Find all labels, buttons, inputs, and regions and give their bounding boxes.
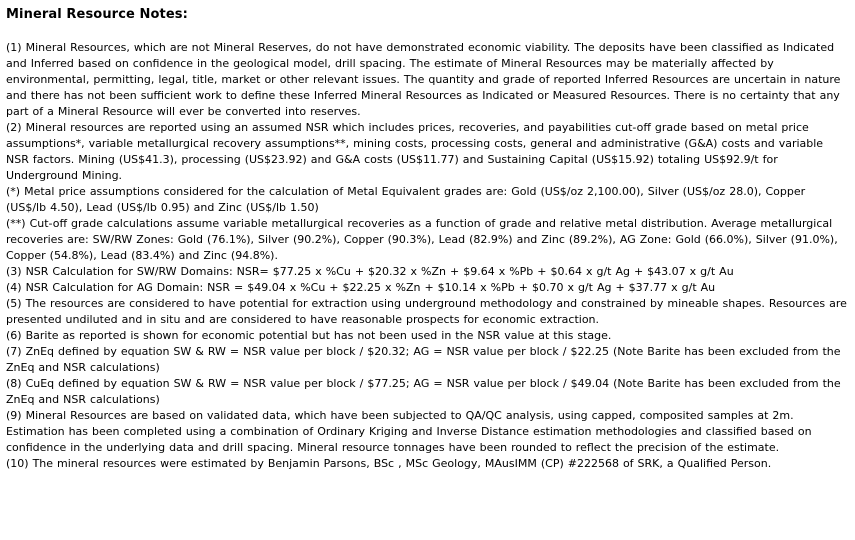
note-1: (1) Mineral Resources, which are not Mineral Reserves, do not have demonstrated economic viability. The deposits have been classified as Indicated and Inferred based on confidence in the geological model, drill spacing. The estimate of Mineral Resources may be materially affected by environmental, permitting, legal, title, market or other relevant issues. The quantity and grade of reported Inferred Resources are uncertain in nature and there has not been sufficient work to define these Inferred Mineral Resources as Indicated or Measured Resources. There is no certainty that any part of a Mineral Resource will ever be converted into reserves. — [6, 41, 841, 118]
note-8: (8) CuEq defined by equation SW & RW = NSR value per block / $77.25; AG = NSR value per block / $49.04 (Note Barite has been excluded from the ZnEq and NSR calculations) — [6, 377, 841, 406]
note-5: (5) The resources are considered to have potential for extraction using underground methodology and constrained by mineable shapes. Resources are presented undiluted and in situ and are considered to have reasonable prospects for economic extraction. — [6, 297, 847, 326]
note-10: (10) The mineral resources were estimated by Benjamin Parsons, BSc , MSc Geology, MAusIMM (CP) #222568 of SRK, a Qualified Person. — [6, 457, 772, 470]
note-7: (7) ZnEq defined by equation SW & RW = NSR value per block / $20.32; AG = NSR value per block / $22.25 (Note Barite has been excluded from the ZnEq and NSR calculations) — [6, 345, 841, 374]
note-9: (9) Mineral Resources are based on validated data, which have been subjected to QA/QC analysis, using capped, composited samples at 2m. Estimation has been completed using a combination of Ordinary Kriging and Inverse Distance estimation methodologies and classified based on confidence in the underlying data and drill spacing. Mineral resource tonnages have been rounded to reflect the precision of the estimate. — [6, 409, 812, 454]
note-6: (6) Barite as reported is shown for economic potential but has not been used in the NSR value at this stage. — [6, 329, 612, 342]
note-4: (4) NSR Calculation for AG Domain: NSR = $49.04 x %Cu + $22.25 x %Zn + $10.14 x %Pb + $0.70 x g/t Ag + $37.77 x g/t Au — [6, 281, 716, 294]
page-title: Mineral Resource Notes: — [6, 7, 188, 22]
note-3: (3) NSR Calculation for SW/RW Domains: NSR= $77.25 x %Cu + $20.32 x %Zn + $9.64 x %Pb + $0.64 x g/t Ag + $43.07 x g/t Au — [6, 265, 734, 278]
note-2: (2) Mineral resources are reported using an assumed NSR which includes prices, recoveries, and payabilities cut-off grade based on metal price assumptions*, variable metallurgical recovery assumptions**, mining costs, processing costs, general and administrative (G&A) costs and variable NSR factors. Mining (US$41.3), processing (US$23.92) and G&A costs (US$11.77) and Sustaining Capital (US$15.92) totaling US$92.9/t for Underground Mining. — [6, 121, 824, 182]
note-cutoff-grade-recoveries: (**) Cut-off grade calculations assume variable metallurgical recoveries as a function of grade and relative metal distribution. Average metallurgical recoveries are: SW/RW Zones: Gold (76.1%), Silver (90.2%), Copper (90.3%), Lead (82.9%) and Zinc (89.2%), AG Zone: Gold (66.0%), Silver (91.0%), Copper (54.8%), Lead (83.4%) and Zinc (94.8%). — [6, 217, 838, 262]
notes-list — [6, 40, 849, 472]
note-metal-price-assumptions: (*) Metal price assumptions considered for the calculation of Metal Equivalent grades are: Gold (US$/oz 2,100.00), Silver (US$/oz 28.0), Copper (US$/lb 4.50), Lead (US$/lb 0.95) and Zinc (US$/lb 1.50) — [6, 185, 806, 214]
